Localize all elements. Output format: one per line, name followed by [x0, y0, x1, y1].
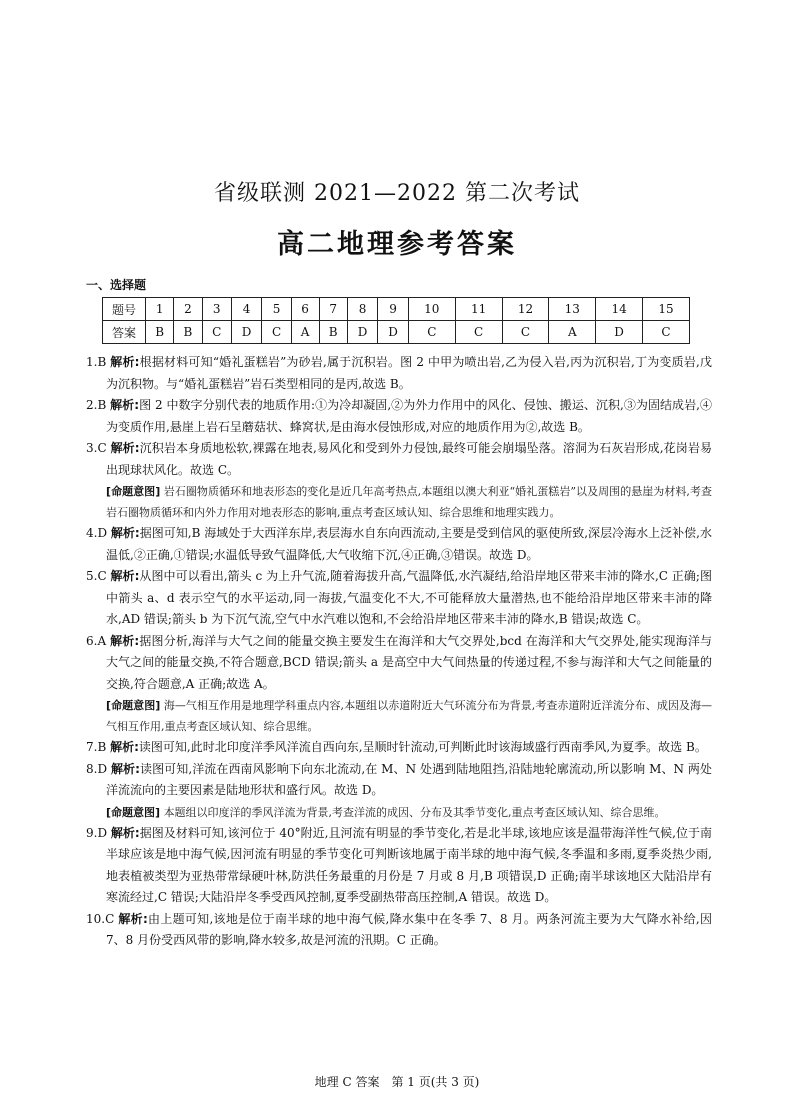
- answer-cell: B: [319, 321, 347, 344]
- item-number: 2.B: [86, 398, 107, 412]
- item-number: 4.D: [86, 526, 108, 540]
- question-number-cell: 15: [643, 298, 690, 321]
- intent-text: 岩石圈物质循环和地表形态的变化是近几年高考热点,本题组以澳大利亚“婚礼蛋糕岩”以及周围的悬崖为材料,考查岩石圈物质循环和内外力作用对地表形态的影响,重点考查区域认知、综合思维和地理实践力。: [106, 485, 712, 519]
- question-number-cell: 7: [319, 298, 347, 321]
- answer-item: [86, 523, 712, 566]
- question-number-cell: 14: [596, 298, 643, 321]
- row-label: 答案: [103, 321, 146, 344]
- analysis-label: 解析:: [110, 761, 140, 776]
- analysis-text: 图 2 中数字分别代表的地质作用:①为冷却凝固,②为外力作用中的风化、侵蚀、搬运、沉积,③为固结成岩,④为变质作用,悬崖上岩石呈蘑菇状、蜂窝状,是由海水侵蚀形成,对应的地质作用为②,故选 B。: [106, 398, 712, 434]
- answer-cell: C: [408, 321, 455, 344]
- analysis-label: 解析:: [110, 569, 140, 583]
- intent-note: [86, 695, 712, 737]
- answer-item: [86, 395, 712, 438]
- analysis-text: 据图可知,B 海域处于大西洋东岸,表层海水自东向西流动,主要是受到信风的驱使所致,深层冷海水上泛补偿,水温低,②正确,①错误;水温低导致气温降低,大气收缩下沉,④正确,③错误。故选 D。: [106, 526, 712, 562]
- answer-table: [102, 297, 690, 344]
- answer-item: [86, 438, 712, 481]
- item-number: 8.D: [86, 761, 108, 776]
- analysis-label: 解析:: [110, 398, 140, 412]
- question-number-cell: 2: [174, 298, 202, 321]
- item-number: 1.B: [86, 355, 107, 369]
- item-number: 7.B: [86, 740, 107, 754]
- analysis-text: 由上题可知,该地是位于南半球的地中海气候,降水集中在冬季 7、8 月。两条河流主要为大气降水补给,因 7、8 月份受西风带的影响,降水较多,故是河流的汛期。C 正确。: [106, 911, 712, 947]
- section-heading: 一、选择题: [86, 278, 147, 292]
- question-number-cell: 13: [549, 298, 596, 321]
- question-number-cell: 3: [202, 298, 231, 321]
- intent-label: [命题意图]: [106, 805, 161, 819]
- answer-cell: D: [231, 321, 262, 344]
- analysis-label: 解析:: [118, 911, 148, 926]
- question-number-cell: 10: [408, 298, 455, 321]
- answer-cell: D: [378, 321, 409, 344]
- question-number-cell: 8: [347, 298, 378, 321]
- question-number-row: [103, 298, 690, 321]
- question-number-cell: 6: [291, 298, 319, 321]
- item-number: 6.A: [86, 633, 107, 648]
- analysis-text: 读图可知,此时北印度洋季风洋流自西向东,呈顺时针流动,可判断此时该海域盛行西南季风,为夏季。故选 B。: [138, 740, 707, 754]
- row-label: 题号: [103, 298, 146, 321]
- item-number: 10.C: [86, 911, 115, 926]
- analysis-label: 解析:: [110, 441, 140, 455]
- analysis-text: 沉积岩本身质地松软,裸露在地表,易风化和受到外力侵蚀,最终可能会崩塌坠落。溶洞为石灰岩形成,花岗岩易出现球状风化。故选 C。: [106, 441, 712, 477]
- analysis-text: 从图中可以看出,箭头 c 为上升气流,随着海拔升高,气温降低,水汽凝结,给沿岸地区带来丰沛的降水,C 正确;图中箭头 a、d 表示空气的水平运动,同一海拔,气温变化不大,不可能释放大量潜热,也不能给沿岸地区带来丰沛的降水,AD 错误;箭头 b 为下沉气流,空气中水汽难以饱和,不会给沿岸地区带来丰沛的降水,B 错误;故选 C。: [106, 569, 712, 626]
- answer-cell: A: [291, 321, 319, 344]
- question-number-cell: 9: [378, 298, 409, 321]
- question-number-cell: 4: [231, 298, 262, 321]
- answer-cell: B: [174, 321, 202, 344]
- analysis-label: 解析:: [110, 355, 140, 369]
- answer-cell: C: [643, 321, 690, 344]
- analysis-text: 据图分析,海洋与大气之间的能量交换主要发生在海洋和大气交界处,bcd 在海洋和大气交界处,能实现海洋与大气之间的能量交换,不符合题意,BCD 错误;箭头 a 是高空中大气间热量的传递过程,不参与海洋和大气之间能量的交换,符合题意,A 正确;故选 A。: [106, 633, 712, 691]
- answer-cell: B: [146, 321, 174, 344]
- answer-item: [86, 823, 712, 909]
- answer-cell: C: [202, 321, 231, 344]
- analysis-list: [86, 352, 712, 952]
- analysis-text: 读图可知,洋流在西南风影响下向东北流动,在 M、N 处遇到陆地阻挡,沿陆地轮廓流动,所以影响 M、N 两处洋流流向的主要因素是陆地形状和盛行风。故选 D。: [106, 761, 713, 797]
- analysis-label: 解析:: [110, 526, 140, 540]
- analysis-label: 解析:: [110, 825, 140, 840]
- answer-item: [86, 909, 712, 952]
- analysis-text: 根据材料可知“婚礼蛋糕岩”为砂岩,属于沉积岩。图 2 中甲为喷出岩,乙为侵入岩,丙为沉积岩,丁为变质岩,戊为沉积物。与“婚礼蛋糕岩”岩石类型相同的是丙,故选 B。: [106, 355, 712, 391]
- exam-title: 省级联测 2021—2022 第二次考试: [214, 181, 580, 206]
- answer-cell: C: [455, 321, 502, 344]
- answer-cell: D: [596, 321, 643, 344]
- page-footer: 地理 C 答案 第 1 页(共 3 页): [314, 1075, 480, 1089]
- intent-note: [86, 481, 712, 523]
- intent-label: [命题意图]: [106, 699, 161, 712]
- item-number: 3.C: [86, 441, 107, 455]
- item-number: 9.D: [86, 825, 108, 840]
- answer-cell: C: [262, 321, 291, 344]
- answer-item: [86, 759, 712, 802]
- intent-text: 本题组以印度洋的季风洋流为背景,考查洋流的成因、分布及其季节变化,重点考查区域认知、综合思维。: [163, 805, 666, 819]
- answer-item: [86, 352, 712, 395]
- analysis-label: 解析:: [110, 740, 139, 754]
- analysis-text: 据图及材料可知,该河位于 40°附近,且河流有明显的季节变化,若是北半球,该地应该是温带海洋性气候,位于南半球应该是地中海气候,因河流有明显的季节变化可判断该地属于南半球的地中海气候,冬季温和多雨,夏季炎热少雨,地表植被类型为亚热带常绿硬叶林,防洪任务最重的月份是 7 月或 8 月,B 项错误,D 正确;南半球该地区大陆沿岸有寒流经过,C 错误;大陆沿岸冬季受西风控制,夏季受副热带高压控制,A 错误。故选 D。: [106, 825, 712, 904]
- question-number-cell: 5: [262, 298, 291, 321]
- answer-cell: A: [549, 321, 596, 344]
- intent-text: 海—气相互作用是地理学科重点内容,本题组以赤道附近大气环流分布为背景,考查赤道附近洋流分布、成因及海—气相互作用,重点考查区域认知、综合思维。: [106, 699, 712, 733]
- answer-item: [86, 566, 712, 631]
- question-number-cell: 11: [455, 298, 502, 321]
- answer-cell: D: [347, 321, 378, 344]
- answer-cell: C: [502, 321, 549, 344]
- analysis-label: 解析:: [110, 633, 140, 648]
- answer-item: [86, 631, 712, 696]
- intent-note: [86, 802, 712, 823]
- question-number-cell: 1: [146, 298, 174, 321]
- answer-item: [86, 737, 712, 759]
- intent-label: [命题意图]: [106, 485, 161, 498]
- question-number-cell: 12: [502, 298, 549, 321]
- item-number: 5.C: [86, 569, 107, 583]
- document-title: 高二地理参考答案: [277, 229, 517, 260]
- answer-row: [103, 321, 690, 344]
